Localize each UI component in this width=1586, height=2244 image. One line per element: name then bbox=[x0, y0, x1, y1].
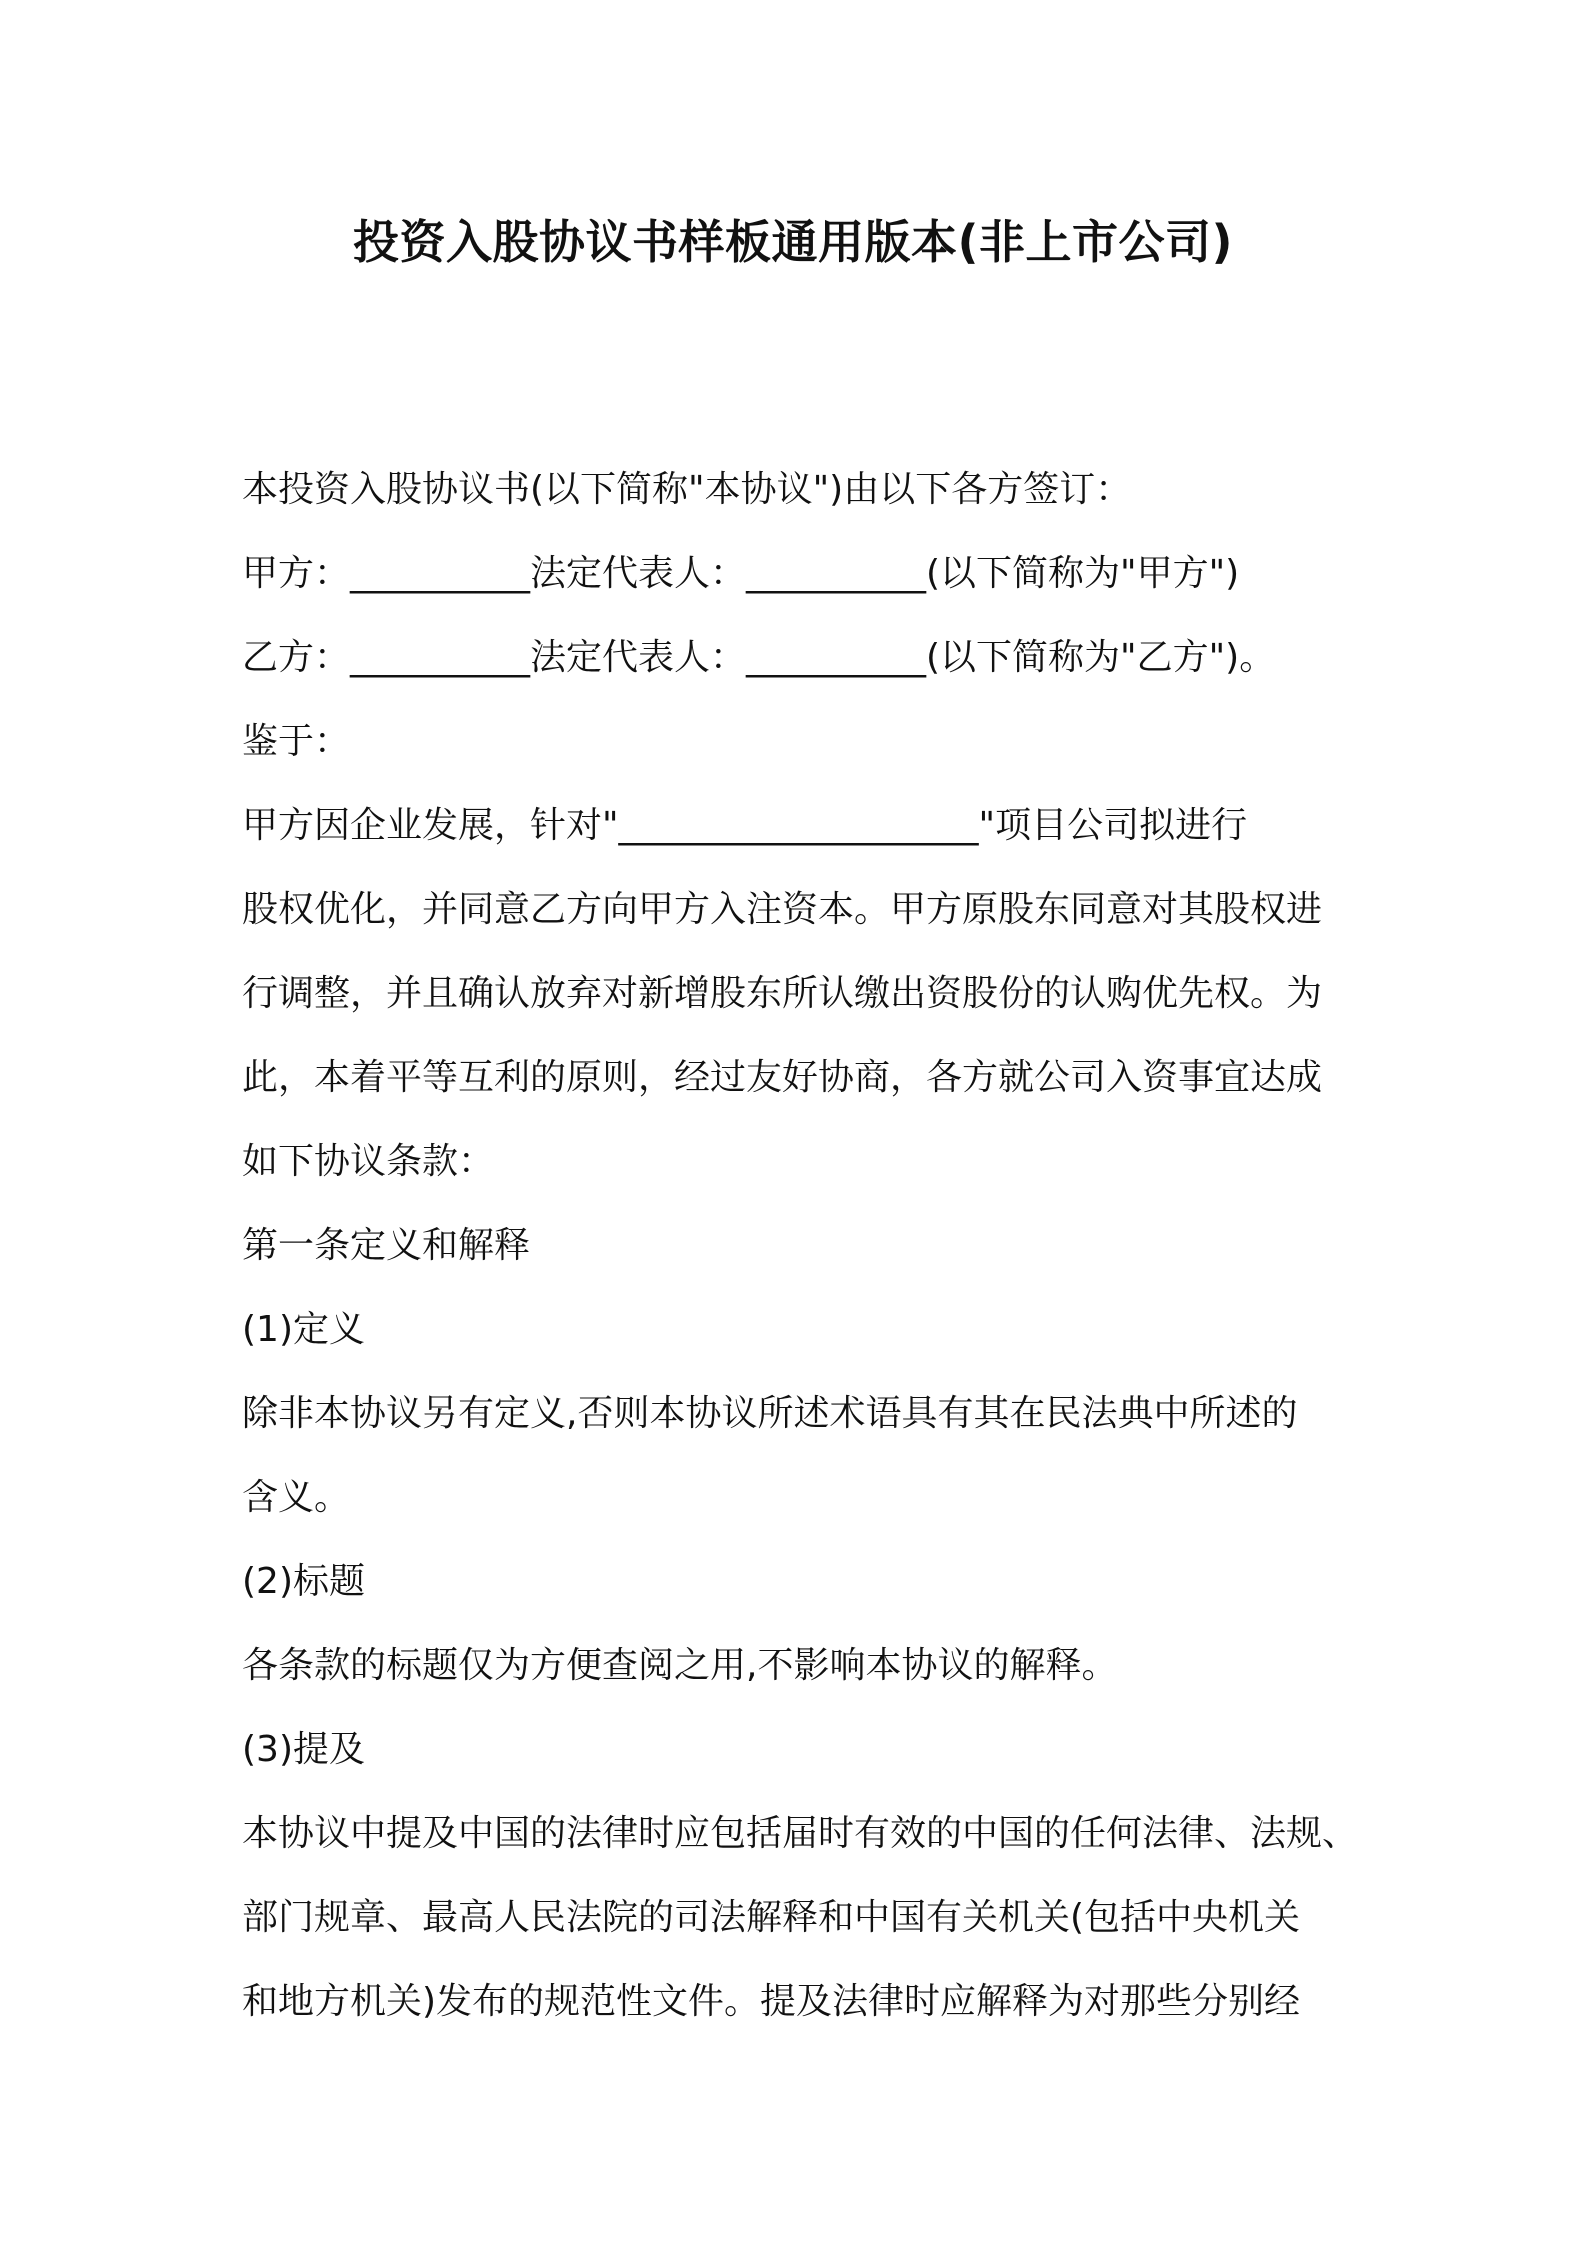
paragraph-line: 此，本着平等互利的原则，经过友好协商，各方就公司入资事宜达成 bbox=[242, 1057, 1323, 1098]
paragraph-line: 各条款的标题仅为方便查阅之用,不影响本协议的解释。 bbox=[242, 1645, 1118, 1686]
article-heading: 第一条定义和解释 bbox=[242, 1225, 531, 1266]
clause-heading: (3)提及 bbox=[242, 1729, 365, 1770]
party-b-line: 乙方：__________法定代表人：__________(以下简称为"乙方")。 bbox=[242, 637, 1276, 678]
document-title: 投资入股协议书样板通用版本(非上市公司) bbox=[352, 215, 1234, 269]
paragraph-line: 除非本协议另有定义,否则本协议所述术语具有其在民法典中所述的 bbox=[242, 1393, 1298, 1434]
paragraph-line: 部门规章、最高人民法院的司法解释和中国有关机关(包括中央机关 bbox=[242, 1897, 1301, 1938]
clause-heading: (1)定义 bbox=[242, 1309, 365, 1350]
party-a-line: 甲方：__________法定代表人：__________(以下简称为"甲方") bbox=[242, 553, 1240, 594]
paragraph-line: 行调整，并且确认放弃对新增股东所认缴出资股份的认购优先权。为 bbox=[242, 973, 1323, 1014]
paragraph-line: 含义。 bbox=[242, 1477, 351, 1518]
whereas-line: 鉴于： bbox=[242, 721, 351, 762]
document-body bbox=[242, 448, 1372, 2044]
paragraph-line: 甲方因企业发展，针对"____________________"项目公司拟进行 bbox=[242, 805, 1248, 846]
paragraph-line: 如下协议条款： bbox=[242, 1141, 495, 1182]
clause-heading: (2)标题 bbox=[242, 1561, 365, 1602]
paragraph-line: 股权优化，并同意乙方向甲方入注资本。甲方原股东同意对其股权进 bbox=[242, 889, 1323, 930]
intro-line: 本投资入股协议书(以下简称"本协议")由以下各方签订： bbox=[242, 469, 1132, 510]
paragraph-line: 本协议中提及中国的法律时应包括届时有效的中国的任何法律、法规、 bbox=[242, 1813, 1359, 1854]
paragraph-line: 和地方机关)发布的规范性文件。提及法律时应解释为对那些分别经 bbox=[242, 1981, 1301, 2022]
